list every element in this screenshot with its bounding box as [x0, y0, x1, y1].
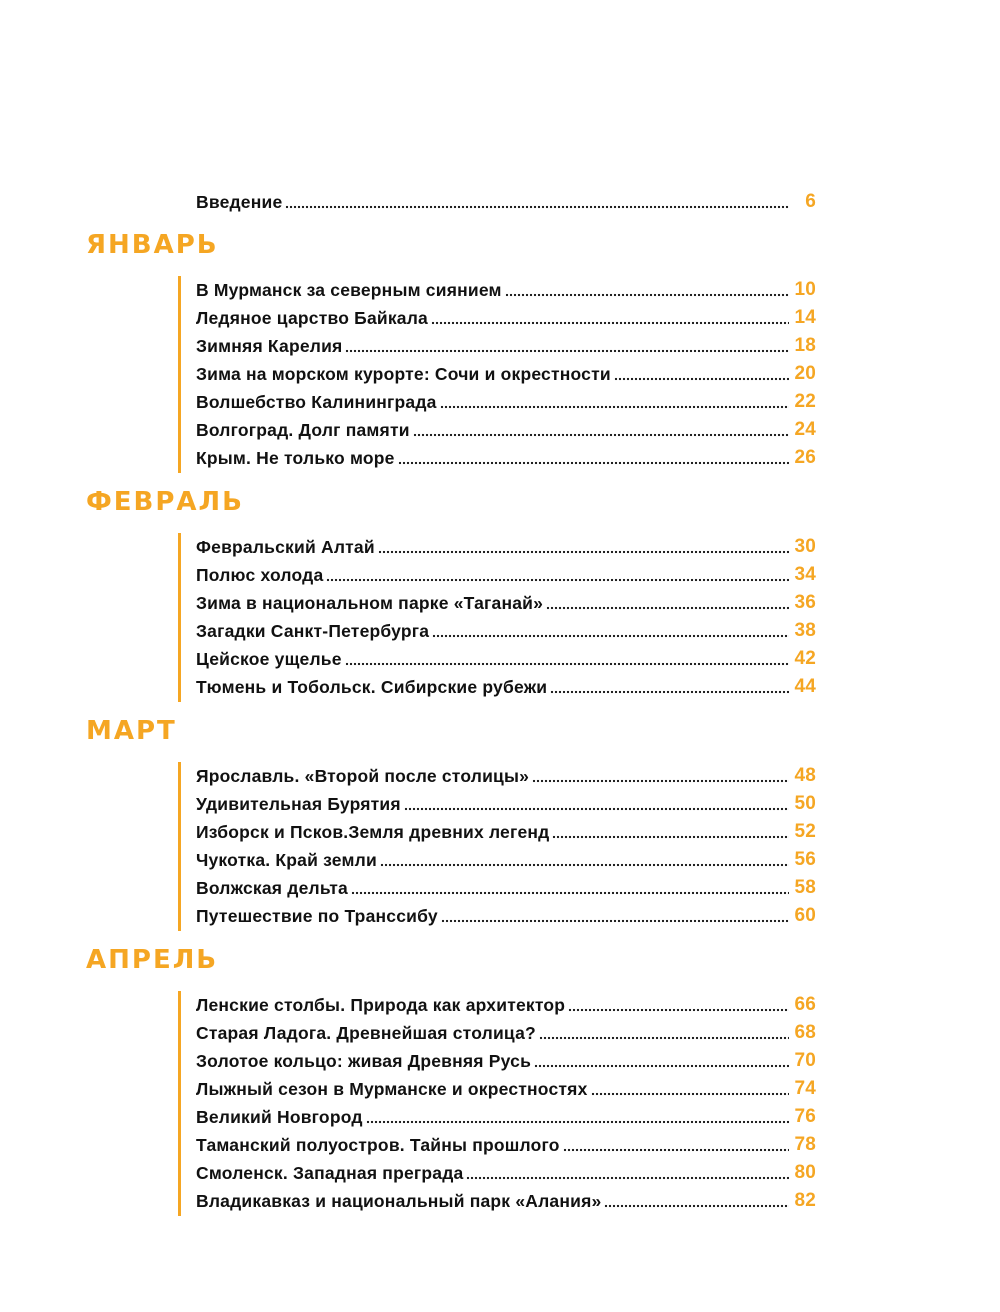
- toc-entry-title: Цейское ущелье: [196, 648, 342, 669]
- toc-entry-title: Введение: [196, 191, 283, 212]
- toc-entry[interactable]: [196, 1019, 816, 1047]
- toc-page-number: 60: [794, 905, 816, 926]
- toc-entry[interactable]: [196, 991, 816, 1019]
- toc-entry[interactable]: [196, 1131, 816, 1159]
- toc-page-number: 52: [794, 821, 816, 842]
- dot-leader: [614, 377, 789, 381]
- toc-entry-title: Ледяное царство Байкала: [196, 307, 428, 328]
- toc-page-number: 78: [794, 1134, 816, 1155]
- toc-entry-title: Тюмень и Тобольск. Сибирские рубежи: [196, 676, 548, 697]
- toc-entry-title: Владикавказ и национальный парк «Алания»: [196, 1190, 602, 1211]
- dot-leader: [413, 433, 789, 437]
- toc-page-number: 56: [794, 849, 816, 870]
- toc-entry[interactable]: [196, 902, 816, 930]
- toc-entry-title: В Мурманск за северным сиянием: [196, 279, 502, 300]
- toc-page-number: 42: [794, 648, 816, 669]
- dot-leader: [534, 1064, 789, 1068]
- toc-entry[interactable]: [196, 1047, 816, 1075]
- toc-entry[interactable]: [196, 645, 816, 673]
- section-bar-march: [178, 762, 181, 931]
- toc-entry[interactable]: [196, 762, 816, 790]
- toc-entry[interactable]: [196, 1103, 816, 1131]
- toc-entry-title: Удивительная Бурятия: [196, 793, 401, 814]
- toc-page-number: 68: [794, 1022, 816, 1043]
- toc-page-number: 18: [794, 335, 816, 356]
- dot-leader: [380, 863, 789, 867]
- toc-entry-title: Ярославль. «Второй после столицы»: [196, 765, 530, 786]
- toc-page-number: 34: [794, 564, 816, 585]
- toc-entry-title: Лыжный сезон в Мурманске и окрестностях: [196, 1078, 588, 1099]
- dot-leader: [563, 1148, 789, 1152]
- toc-entry[interactable]: [196, 304, 816, 332]
- dot-leader: [532, 779, 789, 783]
- toc-entry-title: Зима на морском курорте: Сочи и окрестности: [196, 363, 611, 384]
- toc-entry[interactable]: [196, 561, 816, 589]
- toc-page-number: 82: [794, 1190, 816, 1211]
- dot-leader: [546, 606, 789, 610]
- toc-page-number: 22: [794, 391, 816, 412]
- dot-leader: [539, 1036, 789, 1040]
- toc-page-number: 38: [794, 620, 816, 641]
- toc-entry[interactable]: [196, 416, 816, 444]
- toc-entry-title: Полюс холода: [196, 564, 324, 585]
- toc-page-number: 74: [794, 1078, 816, 1099]
- toc-entry[interactable]: [196, 388, 816, 416]
- toc-page-number: 76: [794, 1106, 816, 1127]
- dot-leader: [345, 662, 789, 666]
- toc-entry-title: Волшебство Калининграда: [196, 391, 437, 412]
- toc-entry-title: Зимняя Карелия: [196, 335, 343, 356]
- toc-entry[interactable]: [196, 818, 816, 846]
- toc-entry-title: Старая Ладога. Древнейшая столица?: [196, 1022, 536, 1043]
- dot-leader: [505, 293, 789, 297]
- dot-leader: [404, 807, 789, 811]
- toc-entry-title: Золотое кольцо: живая Древняя Русь: [196, 1050, 532, 1071]
- toc-entry[interactable]: [196, 846, 816, 874]
- dot-leader: [378, 550, 789, 554]
- dot-leader: [550, 690, 789, 694]
- toc-page-number: 26: [794, 447, 816, 468]
- dot-leader: [604, 1204, 789, 1208]
- toc-entry-title: Крым. Не только море: [196, 447, 395, 468]
- toc-page-number: 48: [794, 765, 816, 786]
- dot-leader: [285, 205, 789, 209]
- month-heading-february: ФЕВРАЛЬ: [86, 487, 244, 517]
- toc-entry[interactable]: [196, 444, 816, 472]
- toc-entry[interactable]: [196, 617, 816, 645]
- dot-leader: [432, 634, 789, 638]
- dot-leader: [366, 1120, 789, 1124]
- toc-entry-title: Волгоград. Долг памяти: [196, 419, 410, 440]
- toc-page-number: 20: [794, 363, 816, 384]
- toc-entry-title: Чукотка. Край земли: [196, 849, 377, 870]
- toc-page-number: 6: [805, 191, 816, 212]
- dot-leader: [326, 578, 789, 582]
- section-bar-january: [178, 276, 181, 473]
- dot-leader: [568, 1008, 789, 1012]
- dot-leader: [591, 1092, 789, 1096]
- section-bar-february: [178, 533, 181, 702]
- toc-page-number: 58: [794, 877, 816, 898]
- dot-leader: [440, 405, 789, 409]
- toc-entry-title: Таманский полуостров. Тайны прошлого: [196, 1134, 560, 1155]
- toc-page-number: 70: [794, 1050, 816, 1071]
- toc-page-number: 44: [794, 676, 816, 697]
- toc-entry[interactable]: [196, 276, 816, 304]
- month-heading-march: МАРТ: [86, 716, 177, 746]
- toc-entry-title: Волжская дельта: [196, 877, 348, 898]
- dot-leader: [552, 835, 789, 839]
- toc-entry-title: Загадки Санкт-Петербурга: [196, 620, 430, 641]
- toc-entry-title: Великий Новгород: [196, 1106, 363, 1127]
- toc-entry-title: Ленские столбы. Природа как архитектор: [196, 994, 566, 1015]
- dot-leader: [466, 1176, 789, 1180]
- dot-leader: [441, 919, 789, 923]
- toc-entry-title: Зима в национальном парке «Таганай»: [196, 592, 544, 613]
- toc-entry[interactable]: [196, 360, 816, 388]
- dot-leader: [398, 461, 789, 465]
- toc-page-number: 50: [794, 793, 816, 814]
- toc-page-number: 10: [794, 279, 816, 300]
- toc-entry-title: Февральский Алтай: [196, 536, 375, 557]
- dot-leader: [431, 321, 789, 325]
- toc-page-number: 80: [794, 1162, 816, 1183]
- toc-entry-title: Смоленск. Западная преграда: [196, 1162, 464, 1183]
- toc-entry[interactable]: [196, 1159, 816, 1187]
- toc-entry-title: Изборск и Псков.Земля древних легенд: [196, 821, 550, 842]
- toc-page-number: 14: [794, 307, 816, 328]
- toc-entry[interactable]: [196, 1187, 816, 1215]
- month-heading-april: АПРЕЛЬ: [86, 945, 219, 975]
- toc-entry[interactable]: [196, 1075, 816, 1103]
- toc-entry[interactable]: [196, 589, 816, 617]
- toc-entry-intro[interactable]: [196, 188, 816, 216]
- dot-leader: [351, 891, 789, 895]
- dot-leader: [345, 349, 789, 353]
- section-bar-april: [178, 991, 181, 1216]
- month-heading-january: ЯНВАРЬ: [86, 230, 219, 260]
- toc-entry[interactable]: [196, 673, 816, 701]
- toc-entry[interactable]: [196, 790, 816, 818]
- toc-entry[interactable]: [196, 874, 816, 902]
- toc-entry[interactable]: [196, 533, 816, 561]
- toc-page-number: 36: [794, 592, 816, 613]
- toc-entry[interactable]: [196, 332, 816, 360]
- toc-entry-title: Путешествие по Транссибу: [196, 905, 438, 926]
- toc-page-number: 24: [794, 419, 816, 440]
- toc-page-number: 66: [794, 994, 816, 1015]
- toc-page-number: 30: [794, 536, 816, 557]
